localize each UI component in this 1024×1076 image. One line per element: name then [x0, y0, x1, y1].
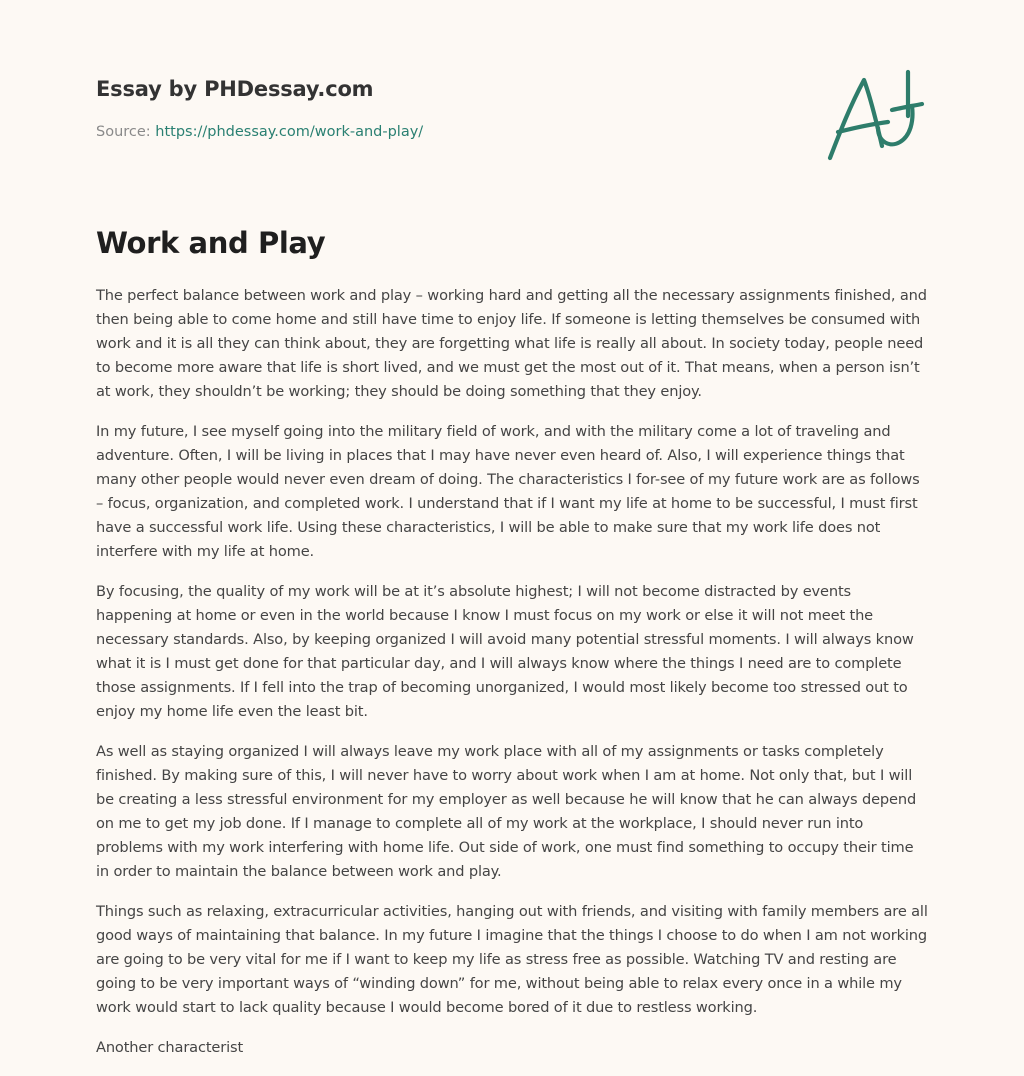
essay-paragraph: Things such as relaxing, extracurricular activities, hanging out with friends, and visiting with family members are all good ways of maintaining that balance. In my future I imagine that the things I choose to do when I am not working are going to be very vital for me if I want to keep my life as stress free as possible. Watching TV and resting are going to be very important ways of “winding down” for me, without being able to relax every once in a while my work would start to lack quality because I would become bored of it due to restless working. — [96, 903, 928, 1016]
site-brand: Essay by PHDessay.com — [96, 77, 374, 101]
essay-body — [96, 284, 930, 1076]
essay-paragraph: As well as staying organized I will always leave my work place with all of my assignments or tasks completely finished. By making sure of this, I will never have to worry about work when I am at home. Not only that, but I will be creating a less stressful environment for my employer as well because he will know that he can always depend on me to get my job done. If I manage to complete all of my work at the workplace, I should never run into problems with my work interfering with home life. Out side of work, one must find something to occupy their time in order to maintain the balance between work and play. — [96, 743, 917, 880]
source-line — [96, 124, 423, 140]
essay-paragraph: The perfect balance between work and play – working hard and getting all the necessary assignments finished, and then being able to come home and still have time to enjoy life. If someone is letting themselves be consumed with work and it is all they can think about, they are forgetting what life is really all about. In society today, people need to become more aware that life is short lived, and we must get the most out of it. That means, when a person isn’t at work, they shouldn’t be working; they should be doing something that they enjoy. — [96, 287, 927, 400]
essay-paragraph: By focusing, the quality of my work will be at it’s absolute highest; I will not become distracted by events happening at home or even in the world because I know I must focus on my work or else it will not meet the necessary standards. Also, by keeping organized I will avoid many potential stressful moments. I will always know what it is I must get done for that particular day, and I will always know where the things I need are to complete those assignments. If I fell into the trap of becoming unorganized, I would most likely become too stressed out to enjoy my home life even the least bit. — [96, 583, 914, 720]
page-header — [96, 0, 930, 200]
essay-page — [96, 0, 930, 1056]
source-link[interactable]: https://phdessay.com/work-and-play/ — [155, 124, 424, 140]
source-label: Source: — [96, 124, 156, 140]
a-plus-grade-icon — [824, 66, 926, 166]
essay-paragraph: In my future, I see myself going into the military field of work, and with the military come a lot of traveling and adventure. Often, I will be living in places that I may have never even heard of. Also, I will experience things that many other people would never even dream of doing. The characteristics I for-see of my future work are as follows – focus, organization, and completed work. I understand that if I want my life at home to be successful, I must first have a successful work life. Using these characteristics, I will be able to make sure that my work life does not interfere with my life at home. — [96, 423, 920, 560]
essay-paragraph-truncated: Another characterist — [96, 1039, 244, 1056]
essay-title: Work and Play — [96, 226, 326, 260]
